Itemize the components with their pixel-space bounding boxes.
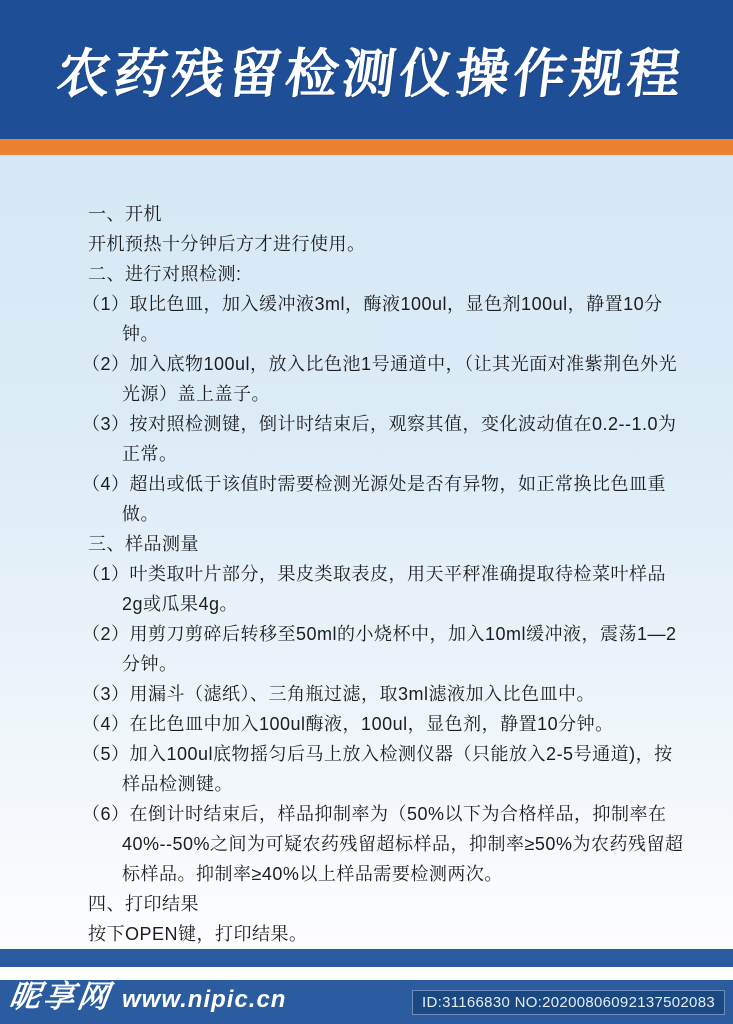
item-text: 在倒计时结束后，样品抑制率为（50%以下为合格样品，抑制率在40%--50%之间为可疑农药残留超标样品，抑制率≥50%为农药残留超标样品。抑制率≥40%以上样品需要检测两次。 bbox=[122, 804, 684, 884]
section-paragraph: 按下OPEN键，打印结果。 bbox=[88, 924, 308, 944]
image-id-badge: ID:31166830 NO:20200806092137502083 bbox=[412, 990, 725, 1015]
list-item bbox=[82, 469, 687, 529]
item-marker: （3） bbox=[82, 684, 130, 704]
orange-divider bbox=[0, 139, 733, 155]
item-marker: （2） bbox=[82, 354, 130, 374]
item-marker: （3） bbox=[82, 414, 130, 434]
site-url: www.nipic.cn bbox=[122, 986, 287, 1013]
section-heading: 三、样品测量 bbox=[88, 534, 199, 554]
item-text: 用漏斗（滤纸）、三角瓶过滤，取3ml滤液加入比色皿中。 bbox=[129, 684, 596, 704]
poster-title: 农药残留检测仪操作规程 bbox=[53, 44, 689, 104]
list-item bbox=[82, 409, 687, 469]
item-text: 超出或低于该值时需要检测光源处是否有异物，如正常换比色皿重做。 bbox=[122, 474, 667, 524]
site-brand bbox=[7, 971, 287, 1016]
section-paragraph: 开机预热十分钟后方才进行使用。 bbox=[88, 234, 366, 254]
item-marker: （1） bbox=[82, 294, 130, 314]
item-marker: （2） bbox=[82, 624, 130, 644]
list-item bbox=[82, 349, 687, 409]
item-text: 在比色皿中加入100ul酶液，100ul，显色剂，静置10分钟。 bbox=[129, 714, 614, 734]
list-item bbox=[82, 619, 687, 679]
item-text: 按对照检测键，倒计时结束后，观察其值，变化波动值在0.2--1.0为正常。 bbox=[122, 414, 677, 464]
section-power-on bbox=[88, 199, 687, 259]
item-text: 加入100ul底物摇匀后马上放入检测仪器（只能放入2-5号通道)，按样品检测键。 bbox=[122, 744, 673, 794]
section-heading: 二、进行对照检测: bbox=[88, 264, 242, 284]
list-item bbox=[82, 559, 687, 619]
item-marker: （1） bbox=[82, 564, 130, 584]
section-heading: 一、开机 bbox=[88, 204, 162, 224]
item-text: 加入底物100ul，放入比色池1号通道中，（让其光面对准紫荆色外光光源）盖上盖子。 bbox=[122, 354, 678, 404]
item-marker: （4） bbox=[82, 714, 130, 734]
item-marker: （6） bbox=[82, 804, 130, 824]
section-print-result bbox=[88, 889, 687, 949]
item-marker: （5） bbox=[82, 744, 130, 764]
section-sample-measurement bbox=[82, 529, 687, 889]
item-marker: （4） bbox=[82, 474, 130, 494]
list-item bbox=[82, 679, 687, 709]
list-item bbox=[82, 289, 687, 349]
list-item bbox=[82, 709, 687, 739]
list-item bbox=[82, 799, 687, 889]
footer-stripe-blue bbox=[0, 949, 733, 967]
item-text: 叶类取叶片部分，果皮类取表皮，用天平秤准确提取待检菜叶样品2g或瓜果4g。 bbox=[122, 564, 667, 614]
item-text: 取比色皿，加入缓冲液3ml，酶液100ul，显色剂100ul，静置10分钟。 bbox=[122, 294, 663, 344]
poster-footer bbox=[0, 980, 733, 1024]
section-control-test bbox=[82, 259, 687, 529]
list-item bbox=[82, 739, 687, 799]
poster-header bbox=[0, 0, 733, 139]
section-heading: 四、打印结果 bbox=[88, 894, 199, 914]
site-logo: 昵享网 bbox=[7, 979, 115, 1014]
item-text: 用剪刀剪碎后转移至50ml的小烧杯中，加入10ml缓冲液，震荡1—2分钟。 bbox=[122, 624, 677, 674]
poster-body bbox=[0, 155, 733, 949]
